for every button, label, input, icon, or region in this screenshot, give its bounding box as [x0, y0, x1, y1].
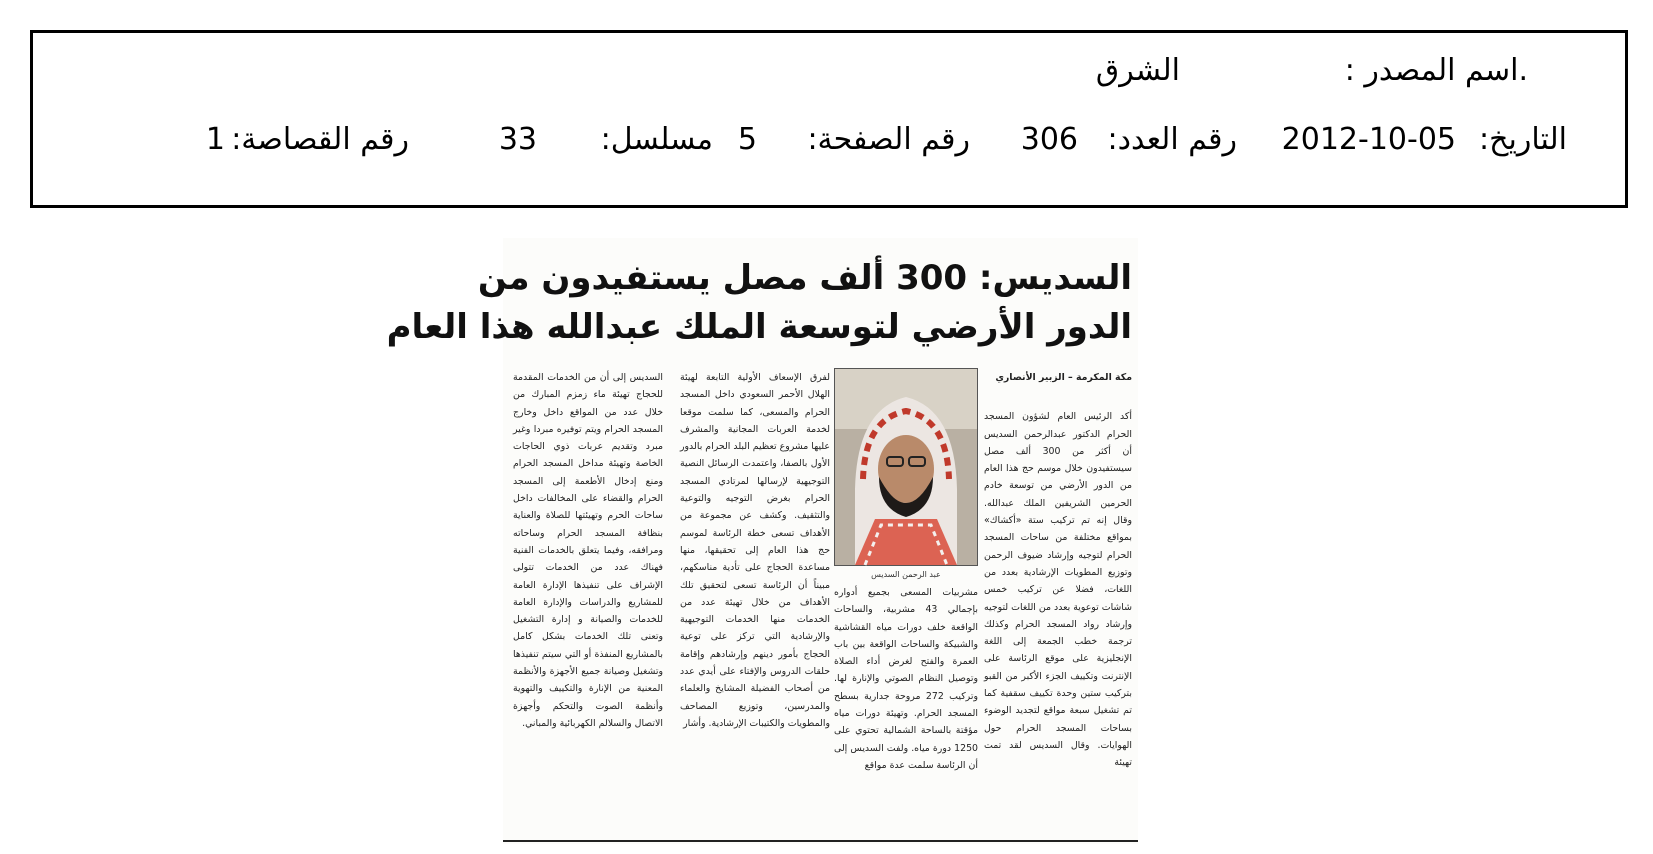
article-paragraph: أكد الرئيس العام لشؤون المسجد الحرام الدكتور عبدالرحمن السديس أن أكثر من 300 ألف مصل سيستفيدون خلال موسم حج هذا العام من الدور الأرضي من توسعة خادم الحرمين الشريفين الملك عبدالله. وقال إنه تم تركيب ستة «أكشاك» بمواقع مختلفة من ساحات المسجد الحرام لتوجيه وإرشاد ضيوف الرحمن وتوزيع المطويات الإرشادية بعدد من اللغات، فضلا عن تركيب خمس شاشات توعوية بعدد من اللغات لتوجيه وإرشاد رواد المسجد الحرام وكذلك ترجمة خطب الجمعة إلى اللغة الإنجليزية على موقع الرئاسة على الإنترنت وتكييف الجزء الأكبر من القبو بتركيب ستين وحدة تكييف سقفية كما تم تشغيل سبعة مواقع لتجديد الوضوء بساحات المسجد الحرام حول الهوايات. وقال السديس لقد تمت تهيئة — [983, 411, 1132, 769]
page-value: 5 — [737, 122, 757, 157]
issue-label: رقم العدد: — [1107, 122, 1237, 157]
date-value: 2012-10-05 — [1281, 122, 1456, 157]
article-column-4 — [513, 369, 663, 834]
news-clipping — [386, 238, 1138, 844]
portrait-icon — [835, 369, 977, 565]
clip-value: 1 — [205, 122, 225, 157]
article-paragraph: السديس إلى أن من الخدمات المقدمة للحجاج تهيئة ماء زمزم المبارك من خلال عدد من المواقع داخل وخارج المسجد الحرام ويتم توفيره مبردا وغير مبرد وتقديم عربات ذوي الحاجات الخاصة وتهيئة مداخل المسجد الحرام ومنع إدخال الأطعمة إلى المسجد الحرام والقضاء على المخالفات داخل ساحات الحرم وتهيئتها للصلاة والعناية بنظافة المسجد الحرام وساحاته ومرافقه، وفيما يتعلق بالخدمات الفنية فهناك عدد من الخدمات تتولى الإشراف على تنفيذها الإدارة العامة للمشاريع والدراسات والإدارة العامة للخدمات والصيانة و إدارة التشغيل وتعنى تلك الخدمات بشكل كامل بالمشاريع المنفذة أو التي سيتم تنفيذها وتشغيل وصيانة جميع الأجهزة والأنظمة المعنية من الإنارة والتكييف والتهوية وأنظمة الصوت والتحكم وأجهزة الاتصال والسلالم الكهربائية والمباني. — [513, 372, 663, 729]
clip-label: رقم القصاصة: — [231, 122, 409, 157]
portrait-photo — [834, 368, 978, 566]
article-paragraph: لفرق الإسعاف الأولية التابعة لهيئة الهلال الأحمر السعودي داخل المسجد الحرام والمسعى، كما سلمت موقعا لخدمة العربات المجانية والمشرف عليها مشروع تعظيم البلد الحرام بالدور الأول بالصفا، واعتمدت الرسائل النصية التوجيهية لإرسالها لمرتادي المسجد الحرام بغرض التوجيه والتوعية والتثقيف. وكشف عن مجموعة من الأهداف تسعى خطة الرئاسة لموسم حج هذا العام إلى تحقيقها، منها مساعدة الحجاج على تأدية مناسكهم، مبيناً أن الرئاسة تسعى لتحقيق تلك الأهداف من خلال تهيئة عدد من الخدمات منها الخدمات التوجيهية والإرشادية التي تركز على توعية الحجاج بأمور دينهم وإرشادهم وإقامة حلقات الدروس والإفتاء على أيدي عدد من أصحاب الفضيلة المشايخ والعلماء والمدرسين، وتوزيع المصاحف والمطويات والكتيبات الإرشادية. وأشار — [680, 372, 830, 729]
headline-line-2: الدور الأرضي لتوسعة الملك عبدالله هذا العام — [386, 307, 1132, 347]
date-label: التاريخ: — [1479, 122, 1567, 157]
serial-label: مسلسل: — [600, 122, 713, 157]
issue-value: 306 — [1020, 122, 1078, 157]
bottom-rule — [503, 840, 1138, 842]
source-value: الشرق — [1095, 53, 1180, 88]
article-column-1 — [984, 369, 1132, 834]
source-label: .اسم المصدر : — [1344, 53, 1528, 88]
page-label: رقم الصفحة: — [807, 122, 970, 157]
headline-line-1: السديس: 300 ألف مصل يستفيدون من — [477, 258, 1132, 298]
article-paragraph: مشربيات المسعى بجميع أدواره بإجمالي 43 مشربية، والساحات الواقعة خلف دورات مياه القشاشية والشبيكة والساحات الواقعة بين باب العمرة والفتح لغرض أداء الصلاة وتوصيل النظام الصوتي والإنارة لها. وتركيب 272 مروحة جدارية بسطح المسجد الحرام. وتهيئة دورات مياه مؤقتة بالساحة الشمالية تحتوي على 1250 دورة مياه. ولفت السديس إلى أن الرئاسة سلمت عدة مواقع — [834, 587, 978, 771]
photo-caption: عبد الرحمن السديس — [871, 570, 941, 579]
article-column-2 — [834, 584, 978, 834]
serial-value: 33 — [498, 122, 537, 157]
article-column-3 — [680, 369, 830, 834]
byline: مكة المكرمة – الزبير الأنصاري — [995, 372, 1132, 383]
